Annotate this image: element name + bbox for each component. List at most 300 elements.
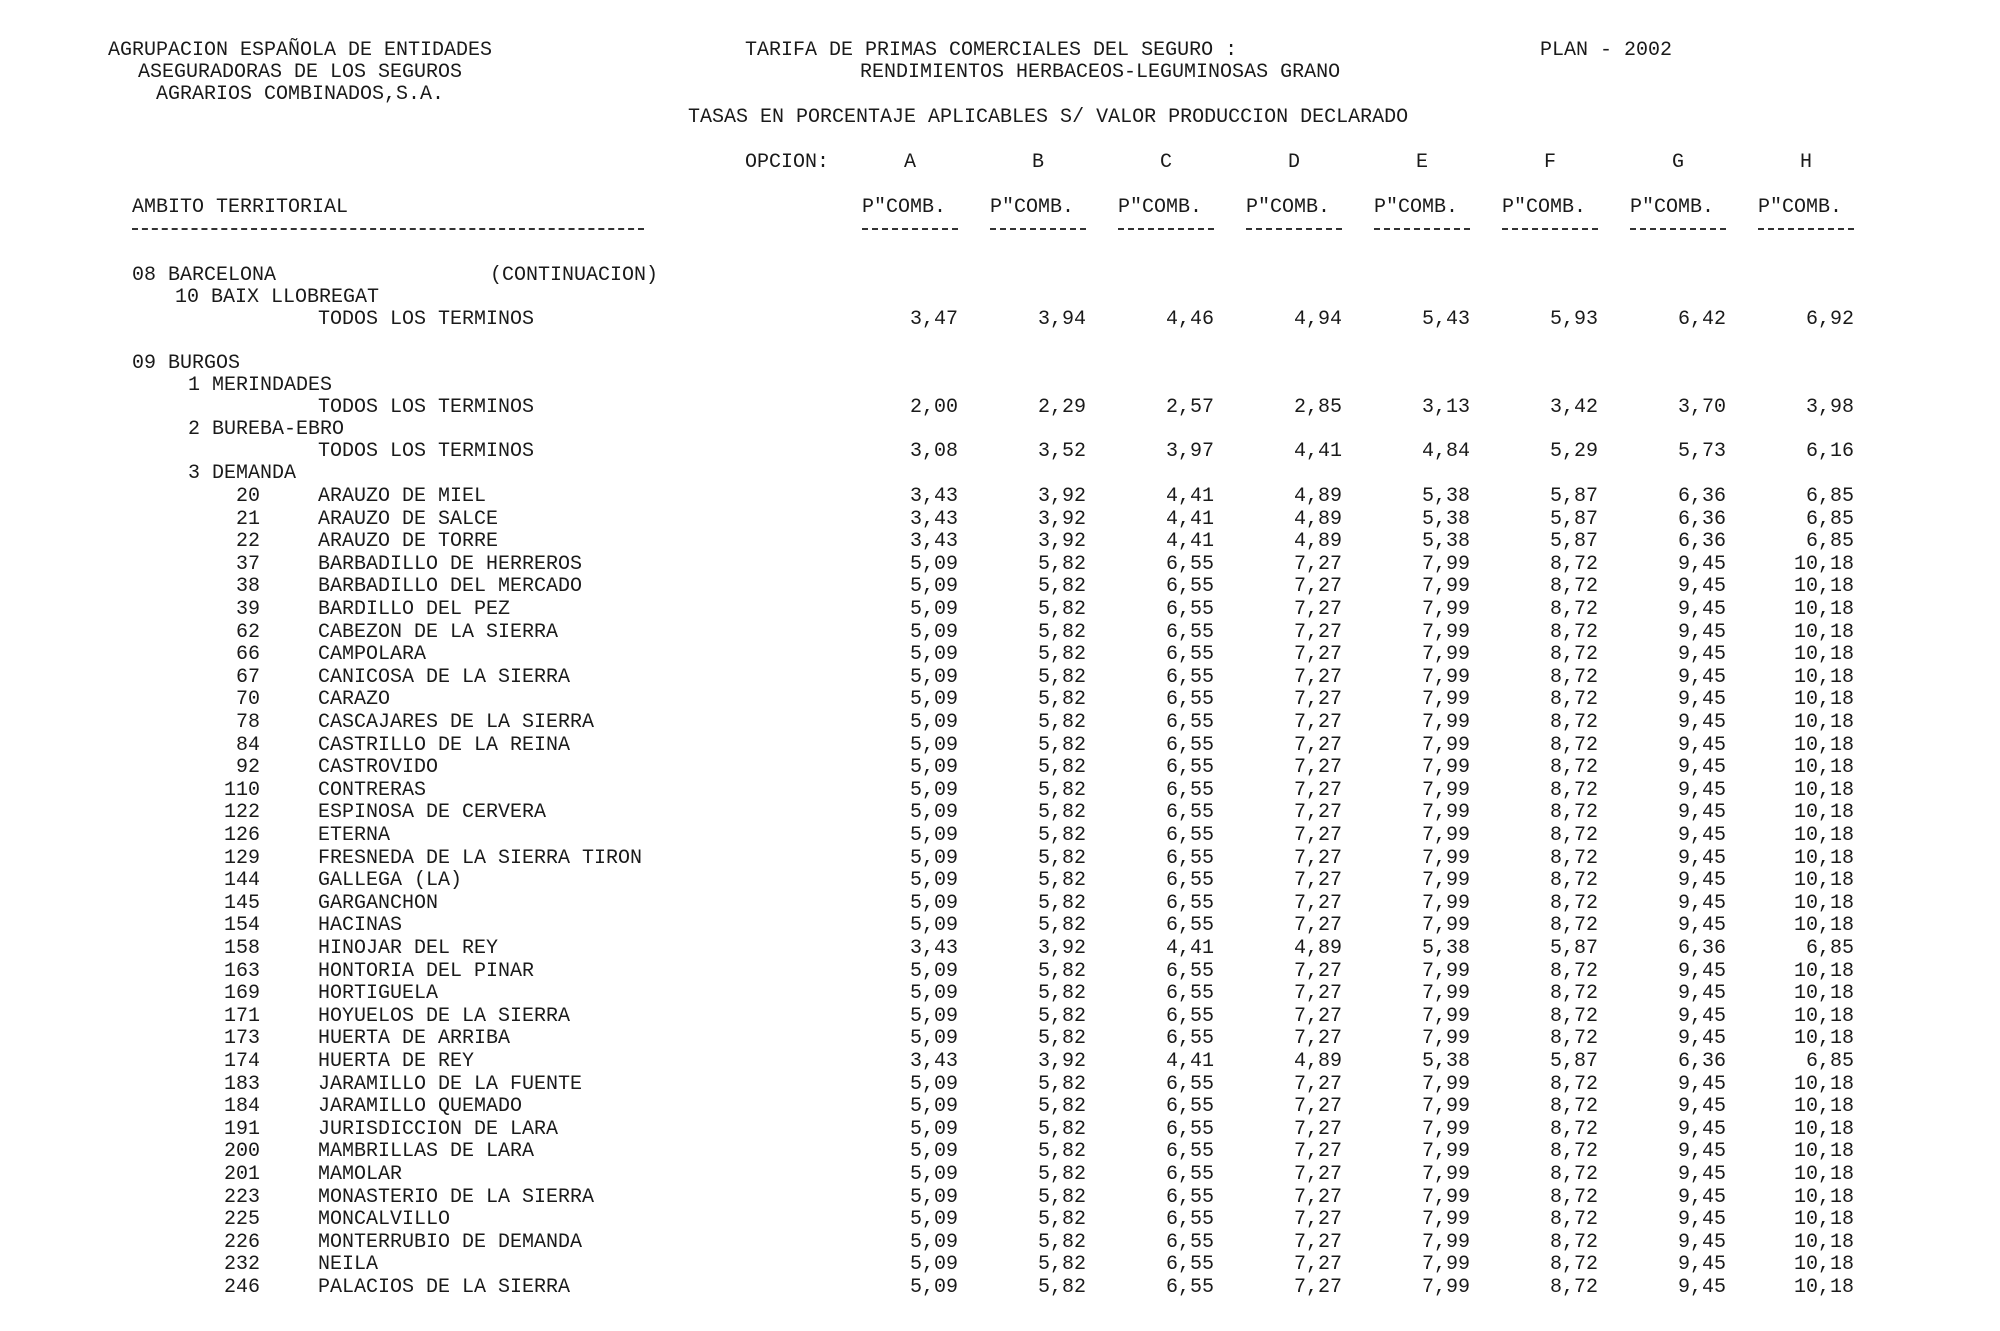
- value-f: 8,72: [1549, 733, 1598, 757]
- todos-label: TODOS LOS TERMINOS: [318, 440, 535, 463]
- table-row: [0, 1074, 2000, 1096]
- value-f: 8,72: [1549, 1163, 1598, 1186]
- municipality-name: CASTROVIDO: [318, 756, 439, 780]
- value-f: 8,72: [1549, 869, 1598, 893]
- value-a: 5,09: [909, 575, 958, 599]
- value-b: 5,82: [1037, 620, 1086, 644]
- value-f: 8,72: [1549, 552, 1598, 576]
- org-line-3: AGRARIOS COMBINADOS,S.A.: [155, 83, 445, 106]
- value-g: 5,73: [1677, 440, 1726, 463]
- value-d: 7,27: [1293, 1117, 1342, 1141]
- municipality-code: 154: [223, 914, 260, 938]
- value-a: 5,09: [909, 801, 958, 825]
- subtitle: TASAS EN PORCENTAJE APLICABLES S/ VALOR PRODUCCION DECLARADO: [688, 106, 1409, 129]
- municipality-name: MONCALVILLO: [318, 1208, 451, 1232]
- value-g: 9,45: [1677, 643, 1726, 667]
- municipality-code: 37: [235, 552, 260, 576]
- value-a: 5,09: [909, 1230, 958, 1254]
- table-row: [0, 983, 2000, 1005]
- value-c: 4,41: [1165, 1050, 1214, 1073]
- value-b: 5,82: [1037, 891, 1086, 915]
- value-c: 6,55: [1165, 1117, 1214, 1141]
- value-a: 5,09: [909, 1117, 958, 1141]
- value-d: 7,27: [1293, 982, 1342, 1006]
- value-e: 7,99: [1421, 1163, 1470, 1186]
- value-f: 8,72: [1549, 1230, 1598, 1254]
- table-row: [0, 554, 2000, 576]
- value-f: 8,72: [1549, 891, 1598, 915]
- value-e: 7,99: [1421, 891, 1470, 915]
- municipality-code: 183: [223, 1072, 260, 1096]
- value-d: 7,27: [1293, 824, 1342, 847]
- table-row: [0, 576, 2000, 598]
- value-b: 5,82: [1037, 711, 1086, 734]
- value-a: 5,09: [909, 959, 958, 983]
- value-e: 5,38: [1421, 507, 1470, 531]
- value-g: 9,45: [1677, 1163, 1726, 1186]
- value-c: 6,55: [1165, 665, 1214, 689]
- title-line-1: TARIFA DE PRIMAS COMERCIALES DEL SEGURO :: [745, 39, 1238, 62]
- value-g: 9,45: [1677, 778, 1726, 802]
- col-underline-d: [1246, 228, 1342, 230]
- org-line-1: AGRUPACION ESPAÑOLA DE ENTIDADES: [107, 39, 493, 62]
- table-row: [0, 802, 2000, 824]
- value-d: 7,27: [1293, 801, 1342, 825]
- value-h: 10,18: [1793, 1117, 1854, 1141]
- value-b: 5,82: [1037, 1140, 1086, 1164]
- value-b: 5,82: [1037, 914, 1086, 938]
- value-d: 7,27: [1293, 1095, 1342, 1119]
- municipality-name: ARAUZO DE MIEL: [318, 485, 487, 508]
- table-row: [0, 1209, 2000, 1231]
- table-row: [0, 486, 2000, 508]
- value-f: 8,72: [1549, 643, 1598, 667]
- value-a: 5,09: [909, 982, 958, 1006]
- value-h: 10,18: [1793, 643, 1854, 667]
- value-a: 5,09: [909, 1208, 958, 1232]
- table-row: [0, 938, 2000, 960]
- value-f: 8,72: [1549, 1276, 1598, 1299]
- col-underline-g: [1630, 228, 1726, 230]
- municipality-code: 22: [235, 530, 260, 554]
- value-e: 7,99: [1421, 1208, 1470, 1232]
- value-f: 8,72: [1549, 598, 1598, 621]
- value-e: 7,99: [1421, 869, 1470, 893]
- municipality-name: HOYUELOS DE LA SIERRA: [318, 1004, 571, 1028]
- value-b: 3,92: [1037, 507, 1086, 531]
- value-b: 5,82: [1037, 1004, 1086, 1028]
- value-f: 8,72: [1549, 914, 1598, 938]
- value-e: 7,99: [1421, 733, 1470, 757]
- municipality-code: 122: [223, 801, 260, 825]
- municipality-code: 232: [223, 1253, 260, 1277]
- municipality-code: 174: [223, 1050, 260, 1073]
- value-e: 7,99: [1421, 1072, 1470, 1096]
- municipality-name: JARAMILLO DE LA FUENTE: [318, 1072, 583, 1096]
- value-d: 7,27: [1293, 778, 1342, 802]
- value-d: 7,27: [1293, 756, 1342, 780]
- value-d: 7,27: [1293, 869, 1342, 893]
- value-b: 3,92: [1037, 937, 1086, 960]
- value-b: 3,92: [1037, 1050, 1086, 1073]
- value-a: 5,09: [909, 1027, 958, 1051]
- value-f: 8,72: [1549, 1253, 1598, 1277]
- value-g: 9,45: [1677, 801, 1726, 825]
- value-c: 6,55: [1165, 620, 1214, 644]
- table-row: [0, 825, 2000, 847]
- municipality-code: 223: [223, 1185, 260, 1209]
- value-c: 4,41: [1165, 530, 1214, 554]
- value-h: 10,18: [1793, 1163, 1854, 1186]
- value-e: 7,99: [1421, 914, 1470, 938]
- option-d: D: [1287, 151, 1300, 174]
- municipality-name: HINOJAR DEL REY: [318, 937, 499, 960]
- table-row: [0, 1028, 2000, 1050]
- municipality-name: ARAUZO DE TORRE: [318, 530, 499, 554]
- table-row: [0, 1119, 2000, 1141]
- value-c: 6,55: [1165, 575, 1214, 599]
- municipality-code: 144: [223, 869, 260, 893]
- value-f: 8,72: [1549, 711, 1598, 734]
- municipality-code: 84: [235, 733, 260, 757]
- ambito-label: AMBITO TERRITORIAL: [132, 196, 349, 219]
- value-c: 6,55: [1165, 598, 1214, 621]
- value-g: 9,45: [1677, 575, 1726, 599]
- value-e: 3,13: [1421, 396, 1470, 419]
- value-c: 4,41: [1165, 937, 1214, 960]
- value-c: 6,55: [1165, 643, 1214, 667]
- value-h: 6,92: [1805, 308, 1854, 331]
- value-h: 10,18: [1793, 846, 1854, 870]
- option-g: G: [1671, 151, 1684, 174]
- value-d: 4,89: [1293, 507, 1342, 531]
- value-h: 10,18: [1793, 665, 1854, 689]
- value-b: 3,92: [1037, 485, 1086, 508]
- value-h: 10,18: [1793, 801, 1854, 825]
- table-row: [0, 509, 2000, 531]
- col-header-a: P"COMB.: [862, 196, 947, 219]
- table-row: [0, 1141, 2000, 1163]
- todos-row: [0, 441, 2000, 463]
- value-c: 4,41: [1165, 485, 1214, 508]
- value-g: 9,45: [1677, 756, 1726, 780]
- table-row: [0, 644, 2000, 666]
- col-header-h: P"COMB.: [1758, 196, 1843, 219]
- table-row: [0, 712, 2000, 734]
- value-c: 6,55: [1165, 824, 1214, 847]
- municipality-name: CABEZON DE LA SIERRA: [318, 620, 559, 644]
- value-b: 5,82: [1037, 1072, 1086, 1096]
- option-h: H: [1799, 151, 1812, 174]
- value-h: 3,98: [1805, 396, 1854, 419]
- value-d: 7,27: [1293, 643, 1342, 667]
- value-h: 10,18: [1793, 711, 1854, 734]
- value-e: 7,99: [1421, 552, 1470, 576]
- option-c: C: [1159, 151, 1172, 174]
- municipality-name: FRESNEDA DE LA SIERRA TIRON: [318, 846, 643, 870]
- value-e: 7,99: [1421, 824, 1470, 847]
- municipality-code: 110: [223, 778, 260, 802]
- value-b: 5,82: [1037, 1276, 1086, 1299]
- value-b: 5,82: [1037, 733, 1086, 757]
- value-a: 5,09: [909, 688, 958, 712]
- municipality-name: ETERNA: [318, 824, 391, 847]
- value-b: 3,94: [1037, 308, 1086, 331]
- municipality-code: 126: [223, 824, 260, 847]
- value-c: 6,55: [1165, 914, 1214, 938]
- option-a: A: [903, 151, 916, 174]
- option-b: B: [1031, 151, 1044, 174]
- value-a: 5,09: [909, 1004, 958, 1028]
- option-f: F: [1543, 151, 1556, 174]
- value-d: 7,27: [1293, 1140, 1342, 1164]
- municipality-code: 129: [223, 846, 260, 870]
- municipality-name: MONASTERIO DE LA SIERRA: [318, 1185, 595, 1209]
- value-f: 5,87: [1549, 507, 1598, 531]
- value-d: 7,27: [1293, 733, 1342, 757]
- value-g: 6,36: [1677, 485, 1726, 508]
- org-line-2: ASEGURADORAS DE LOS SEGUROS: [137, 61, 463, 84]
- value-e: 7,99: [1421, 1027, 1470, 1051]
- value-d: 4,89: [1293, 1050, 1342, 1073]
- value-f: 8,72: [1549, 1140, 1598, 1164]
- value-g: 9,45: [1677, 824, 1726, 847]
- value-a: 3,43: [909, 937, 958, 960]
- value-g: 6,36: [1677, 1050, 1726, 1073]
- value-c: 6,55: [1165, 1004, 1214, 1028]
- value-d: 7,27: [1293, 598, 1342, 621]
- value-g: 9,45: [1677, 1095, 1726, 1119]
- value-c: 6,55: [1165, 1253, 1214, 1277]
- table-row: [0, 667, 2000, 689]
- municipality-code: 145: [223, 891, 260, 915]
- col-underline-a: [862, 228, 958, 230]
- value-d: 4,89: [1293, 485, 1342, 508]
- value-b: 5,82: [1037, 688, 1086, 712]
- value-e: 7,99: [1421, 1117, 1470, 1141]
- value-g: 9,45: [1677, 711, 1726, 734]
- value-e: 7,99: [1421, 1253, 1470, 1277]
- value-d: 7,27: [1293, 1185, 1342, 1209]
- value-g: 9,45: [1677, 1072, 1726, 1096]
- municipality-name: HONTORIA DEL PINAR: [318, 959, 535, 983]
- subsection-merindades: 1 MERINDADES: [188, 374, 333, 397]
- value-d: 7,27: [1293, 1072, 1342, 1096]
- todos-row: [0, 309, 2000, 331]
- value-a: 5,09: [909, 1095, 958, 1119]
- value-b: 5,82: [1037, 552, 1086, 576]
- col-header-g: P"COMB.: [1630, 196, 1715, 219]
- value-a: 5,09: [909, 711, 958, 734]
- value-f: 8,72: [1549, 575, 1598, 599]
- value-h: 10,18: [1793, 756, 1854, 780]
- table-row: [0, 915, 2000, 937]
- municipality-code: 169: [223, 982, 260, 1006]
- value-c: 6,55: [1165, 801, 1214, 825]
- value-g: 9,45: [1677, 914, 1726, 938]
- value-f: 5,93: [1549, 308, 1598, 331]
- municipality-name: HORTIGUELA: [318, 982, 439, 1006]
- value-a: 2,00: [909, 396, 958, 419]
- value-h: 10,18: [1793, 575, 1854, 599]
- value-h: 10,18: [1793, 1253, 1854, 1277]
- value-e: 7,99: [1421, 575, 1470, 599]
- col-underline-c: [1118, 228, 1214, 230]
- value-h: 6,16: [1805, 440, 1854, 463]
- value-h: 10,18: [1793, 552, 1854, 576]
- value-h: 10,18: [1793, 1072, 1854, 1096]
- value-e: 7,99: [1421, 711, 1470, 734]
- table-row: [0, 1051, 2000, 1073]
- value-d: 7,27: [1293, 1208, 1342, 1232]
- value-d: 7,27: [1293, 620, 1342, 644]
- municipality-code: 66: [235, 643, 260, 667]
- subsection-demanda: 3 DEMANDA: [188, 462, 297, 485]
- value-a: 5,09: [909, 869, 958, 893]
- table-row: [0, 1006, 2000, 1028]
- table-row: [0, 870, 2000, 892]
- value-a: 3,43: [909, 485, 958, 508]
- value-a: 5,09: [909, 620, 958, 644]
- value-f: 8,72: [1549, 959, 1598, 983]
- municipality-name: ESPINOSA DE CERVERA: [318, 801, 547, 825]
- value-h: 10,18: [1793, 733, 1854, 757]
- value-f: 8,72: [1549, 1117, 1598, 1141]
- value-d: 7,27: [1293, 914, 1342, 938]
- value-f: 8,72: [1549, 688, 1598, 712]
- value-d: 2,85: [1293, 396, 1342, 419]
- municipality-name: CONTRERAS: [318, 778, 427, 802]
- value-f: 8,72: [1549, 1072, 1598, 1096]
- value-g: 6,36: [1677, 507, 1726, 531]
- municipality-code: 201: [223, 1163, 260, 1186]
- municipality-code: 171: [223, 1004, 260, 1028]
- value-b: 5,82: [1037, 1095, 1086, 1119]
- value-h: 6,85: [1805, 1050, 1854, 1073]
- value-g: 9,45: [1677, 1117, 1726, 1141]
- value-c: 6,55: [1165, 733, 1214, 757]
- value-a: 5,09: [909, 1185, 958, 1209]
- value-a: 3,47: [909, 308, 958, 331]
- table-row: [0, 780, 2000, 802]
- value-g: 9,45: [1677, 959, 1726, 983]
- value-a: 5,09: [909, 643, 958, 667]
- plan-label: PLAN - 2002: [1540, 39, 1673, 62]
- value-a: 5,09: [909, 552, 958, 576]
- municipality-code: 62: [235, 620, 260, 644]
- table-row: [0, 1232, 2000, 1254]
- value-d: 7,27: [1293, 1276, 1342, 1299]
- value-a: 5,09: [909, 756, 958, 780]
- todos-label: TODOS LOS TERMINOS: [318, 308, 535, 331]
- value-f: 8,72: [1549, 1185, 1598, 1209]
- value-b: 5,82: [1037, 982, 1086, 1006]
- value-a: 5,09: [909, 1072, 958, 1096]
- value-c: 6,55: [1165, 711, 1214, 734]
- value-c: 6,55: [1165, 1027, 1214, 1051]
- subsection-baix: 10 BAIX LLOBREGAT: [175, 286, 380, 309]
- value-c: 6,55: [1165, 1140, 1214, 1164]
- table-row: [0, 848, 2000, 870]
- table-row: [0, 689, 2000, 711]
- value-h: 6,85: [1805, 937, 1854, 960]
- value-h: 10,18: [1793, 598, 1854, 621]
- value-g: 6,42: [1677, 308, 1726, 331]
- table-row: [0, 599, 2000, 621]
- value-e: 5,38: [1421, 1050, 1470, 1073]
- municipality-code: 158: [223, 937, 260, 960]
- value-g: 6,36: [1677, 530, 1726, 554]
- value-d: 4,94: [1293, 308, 1342, 331]
- municipality-code: 67: [235, 665, 260, 689]
- value-c: 6,55: [1165, 1185, 1214, 1209]
- municipality-name: CARAZO: [318, 688, 391, 712]
- value-h: 6,85: [1805, 507, 1854, 531]
- value-a: 5,09: [909, 846, 958, 870]
- value-c: 2,57: [1165, 396, 1214, 419]
- value-f: 3,42: [1549, 396, 1598, 419]
- table-row: [0, 1187, 2000, 1209]
- value-d: 7,27: [1293, 1163, 1342, 1186]
- value-d: 7,27: [1293, 1027, 1342, 1051]
- value-g: 9,45: [1677, 620, 1726, 644]
- municipality-name: MONTERRUBIO DE DEMANDA: [318, 1230, 583, 1254]
- value-c: 6,55: [1165, 756, 1214, 780]
- value-a: 3,43: [909, 507, 958, 531]
- value-g: 9,45: [1677, 665, 1726, 689]
- municipality-name: CASTRILLO DE LA REINA: [318, 733, 571, 757]
- value-a: 5,09: [909, 733, 958, 757]
- value-h: 10,18: [1793, 1208, 1854, 1232]
- value-f: 5,87: [1549, 1050, 1598, 1073]
- value-d: 4,41: [1293, 440, 1342, 463]
- municipality-code: 38: [235, 575, 260, 599]
- municipality-name: MAMOLAR: [318, 1163, 403, 1186]
- value-c: 6,55: [1165, 1230, 1214, 1254]
- municipality-name: JURISDICCION DE LARA: [318, 1117, 559, 1141]
- value-c: 6,55: [1165, 1163, 1214, 1186]
- municipality-name: CAMPOLARA: [318, 643, 427, 667]
- table-row: [0, 735, 2000, 757]
- value-d: 7,27: [1293, 1230, 1342, 1254]
- col-header-b: P"COMB.: [990, 196, 1075, 219]
- municipality-code: 21: [235, 507, 260, 531]
- municipality-code: 78: [235, 711, 260, 734]
- value-b: 5,82: [1037, 1117, 1086, 1141]
- value-g: 9,45: [1677, 1276, 1726, 1299]
- value-f: 8,72: [1549, 665, 1598, 689]
- ambito-underline: [132, 228, 644, 230]
- value-g: 9,45: [1677, 1253, 1726, 1277]
- option-e: E: [1415, 151, 1428, 174]
- municipality-name: ARAUZO DE SALCE: [318, 507, 499, 531]
- value-c: 4,46: [1165, 308, 1214, 331]
- value-b: 5,82: [1037, 824, 1086, 847]
- municipality-code: 226: [223, 1230, 260, 1254]
- value-b: 5,82: [1037, 801, 1086, 825]
- table-row: [0, 1164, 2000, 1186]
- value-c: 6,55: [1165, 1276, 1214, 1299]
- value-a: 5,09: [909, 914, 958, 938]
- value-d: 7,27: [1293, 711, 1342, 734]
- municipality-code: 173: [223, 1027, 260, 1051]
- col-underline-h: [1758, 228, 1854, 230]
- municipality-code: 20: [235, 485, 260, 508]
- value-c: 6,55: [1165, 1095, 1214, 1119]
- value-e: 7,99: [1421, 1276, 1470, 1299]
- value-c: 6,55: [1165, 959, 1214, 983]
- value-f: 8,72: [1549, 846, 1598, 870]
